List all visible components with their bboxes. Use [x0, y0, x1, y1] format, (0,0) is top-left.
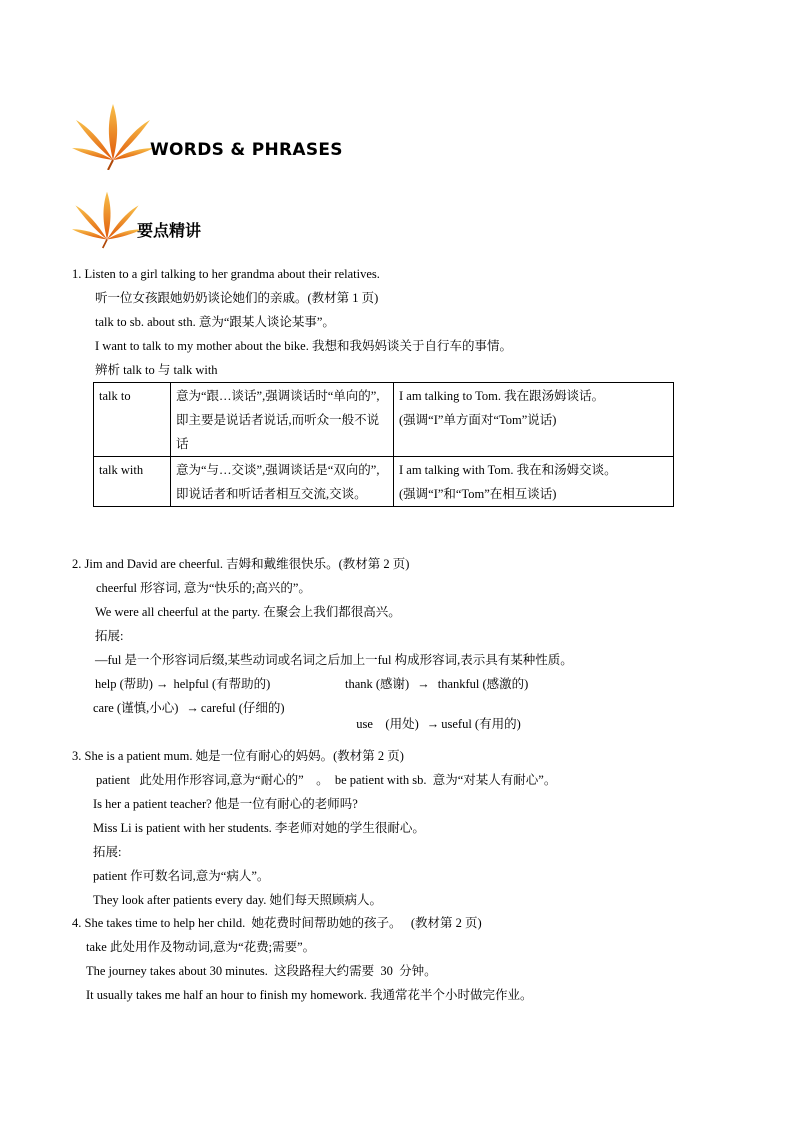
word-pair	[95, 676, 270, 692]
arrow-icon: →	[417, 677, 430, 691]
table-row	[94, 383, 674, 457]
word-pair	[350, 700, 521, 732]
derived-word: thankful (感激的)	[437, 677, 529, 691]
item2-heading: 2. Jim and David are cheerful. 吉姆和戴维很快乐。(教材第 2 页)	[72, 557, 410, 571]
item3-example: They look after patients every day. 她们每天照顾病人。	[93, 893, 383, 907]
derived-word: helpful (有帮助的)	[173, 677, 271, 691]
maple-leaf-icon	[72, 186, 142, 252]
item1-comparison-title: 辨析 talk to 与 talk with	[95, 363, 218, 377]
word-pair	[93, 700, 285, 716]
item3-noun-definition: patient 作可数名词,意为“病人”。	[93, 869, 270, 883]
item4-example: The journey takes about 30 minutes. 这段路程大约需要 30 分钟。	[86, 964, 437, 978]
item3-example: Miss Li is patient with her students. 李老师对她的学生很耐心。	[93, 821, 425, 835]
table-cell-term: talk with	[94, 457, 171, 507]
table-cell-example	[394, 383, 674, 457]
subsection-title: 要点精讲	[137, 221, 202, 240]
base-word: care (谨慎,小心)	[93, 701, 179, 715]
arrow-icon: →	[426, 717, 440, 731]
example-note: (强调“I”和“Tom”在相互谈话)	[399, 487, 557, 501]
comparison-table	[93, 382, 674, 507]
table-cell-meaning: 意为“与…交谈”,强调谈话是“双向的”,即说话者和听话者相互交流,交谈。	[171, 457, 394, 507]
base-word: help (帮助)	[95, 677, 153, 691]
example-sentence: I am talking to Tom. 我在跟汤姆谈话。	[399, 389, 605, 403]
item1-heading: 1. Listen to a girl talking to her grandma about their relatives.	[72, 267, 380, 281]
item3-heading: 3. She is a patient mum. 她是一位有耐心的妈妈。(教材第 2 页)	[72, 749, 404, 763]
arrow-icon: →	[155, 677, 169, 691]
table-row	[94, 457, 674, 507]
example-sentence: I am talking with Tom. 我在和汤姆交谈。	[399, 463, 617, 477]
item2-definition: cheerful 形容词, 意为“快乐的;高兴的”。	[96, 581, 311, 595]
item2-example: We were all cheerful at the party. 在聚会上我们都很高兴。	[95, 605, 401, 619]
item3-example: Is her a patient teacher? 他是一位有耐心的老师吗?	[93, 797, 358, 811]
maple-leaf-icon	[72, 102, 154, 170]
base-word: use (用处)	[356, 717, 419, 731]
item3-definition: patient 此处用作形容词,意为“耐心的” 。 be patient with sb. 意为“对某人有耐心”。	[96, 773, 557, 787]
item1-example: I want to talk to my mother about the bike. 我想和我妈妈谈关于自行车的事情。	[95, 339, 512, 353]
item2-extension-label: 拓展:	[95, 629, 124, 643]
item4-example: It usually takes me half an hour to finish my homework. 我通常花半个小时做完作业。	[86, 988, 533, 1002]
item1-phrase: talk to sb. about sth. 意为“跟某人谈论某事”。	[95, 315, 335, 329]
item4-definition: take 此处用作及物动词,意为“花费;需要”。	[86, 940, 316, 954]
item2-suffix-note: —ful 是一个形容词后缀,某些动词或名词之后加上一ful 构成形容词,表示具有某种性质。	[95, 653, 573, 667]
item1-translation: 听一位女孩跟她奶奶谈论她们的亲戚。(教材第 1 页)	[95, 291, 379, 305]
section-title: WORDS & PHRASES	[150, 140, 343, 160]
table-cell-term: talk to	[94, 383, 171, 457]
table-cell-meaning: 意为“跟…谈话”,强调谈话时“单向的”,即主要是说话者说话,而听众一般不说话	[171, 383, 394, 457]
item4-heading: 4. She takes time to help her child. 她花费时间帮助她的孩子。 (教材第 2 页)	[72, 916, 482, 930]
arrow-icon: →	[186, 701, 199, 715]
table-cell-example	[394, 457, 674, 507]
derived-word: useful (有用的)	[441, 717, 521, 731]
example-note: (强调“I”单方面对“Tom”说话)	[399, 413, 557, 427]
derived-word: careful (仔细的)	[200, 701, 285, 715]
base-word: thank (感谢)	[345, 677, 410, 691]
word-pair	[345, 676, 528, 692]
item3-extension-label: 拓展:	[93, 845, 122, 859]
